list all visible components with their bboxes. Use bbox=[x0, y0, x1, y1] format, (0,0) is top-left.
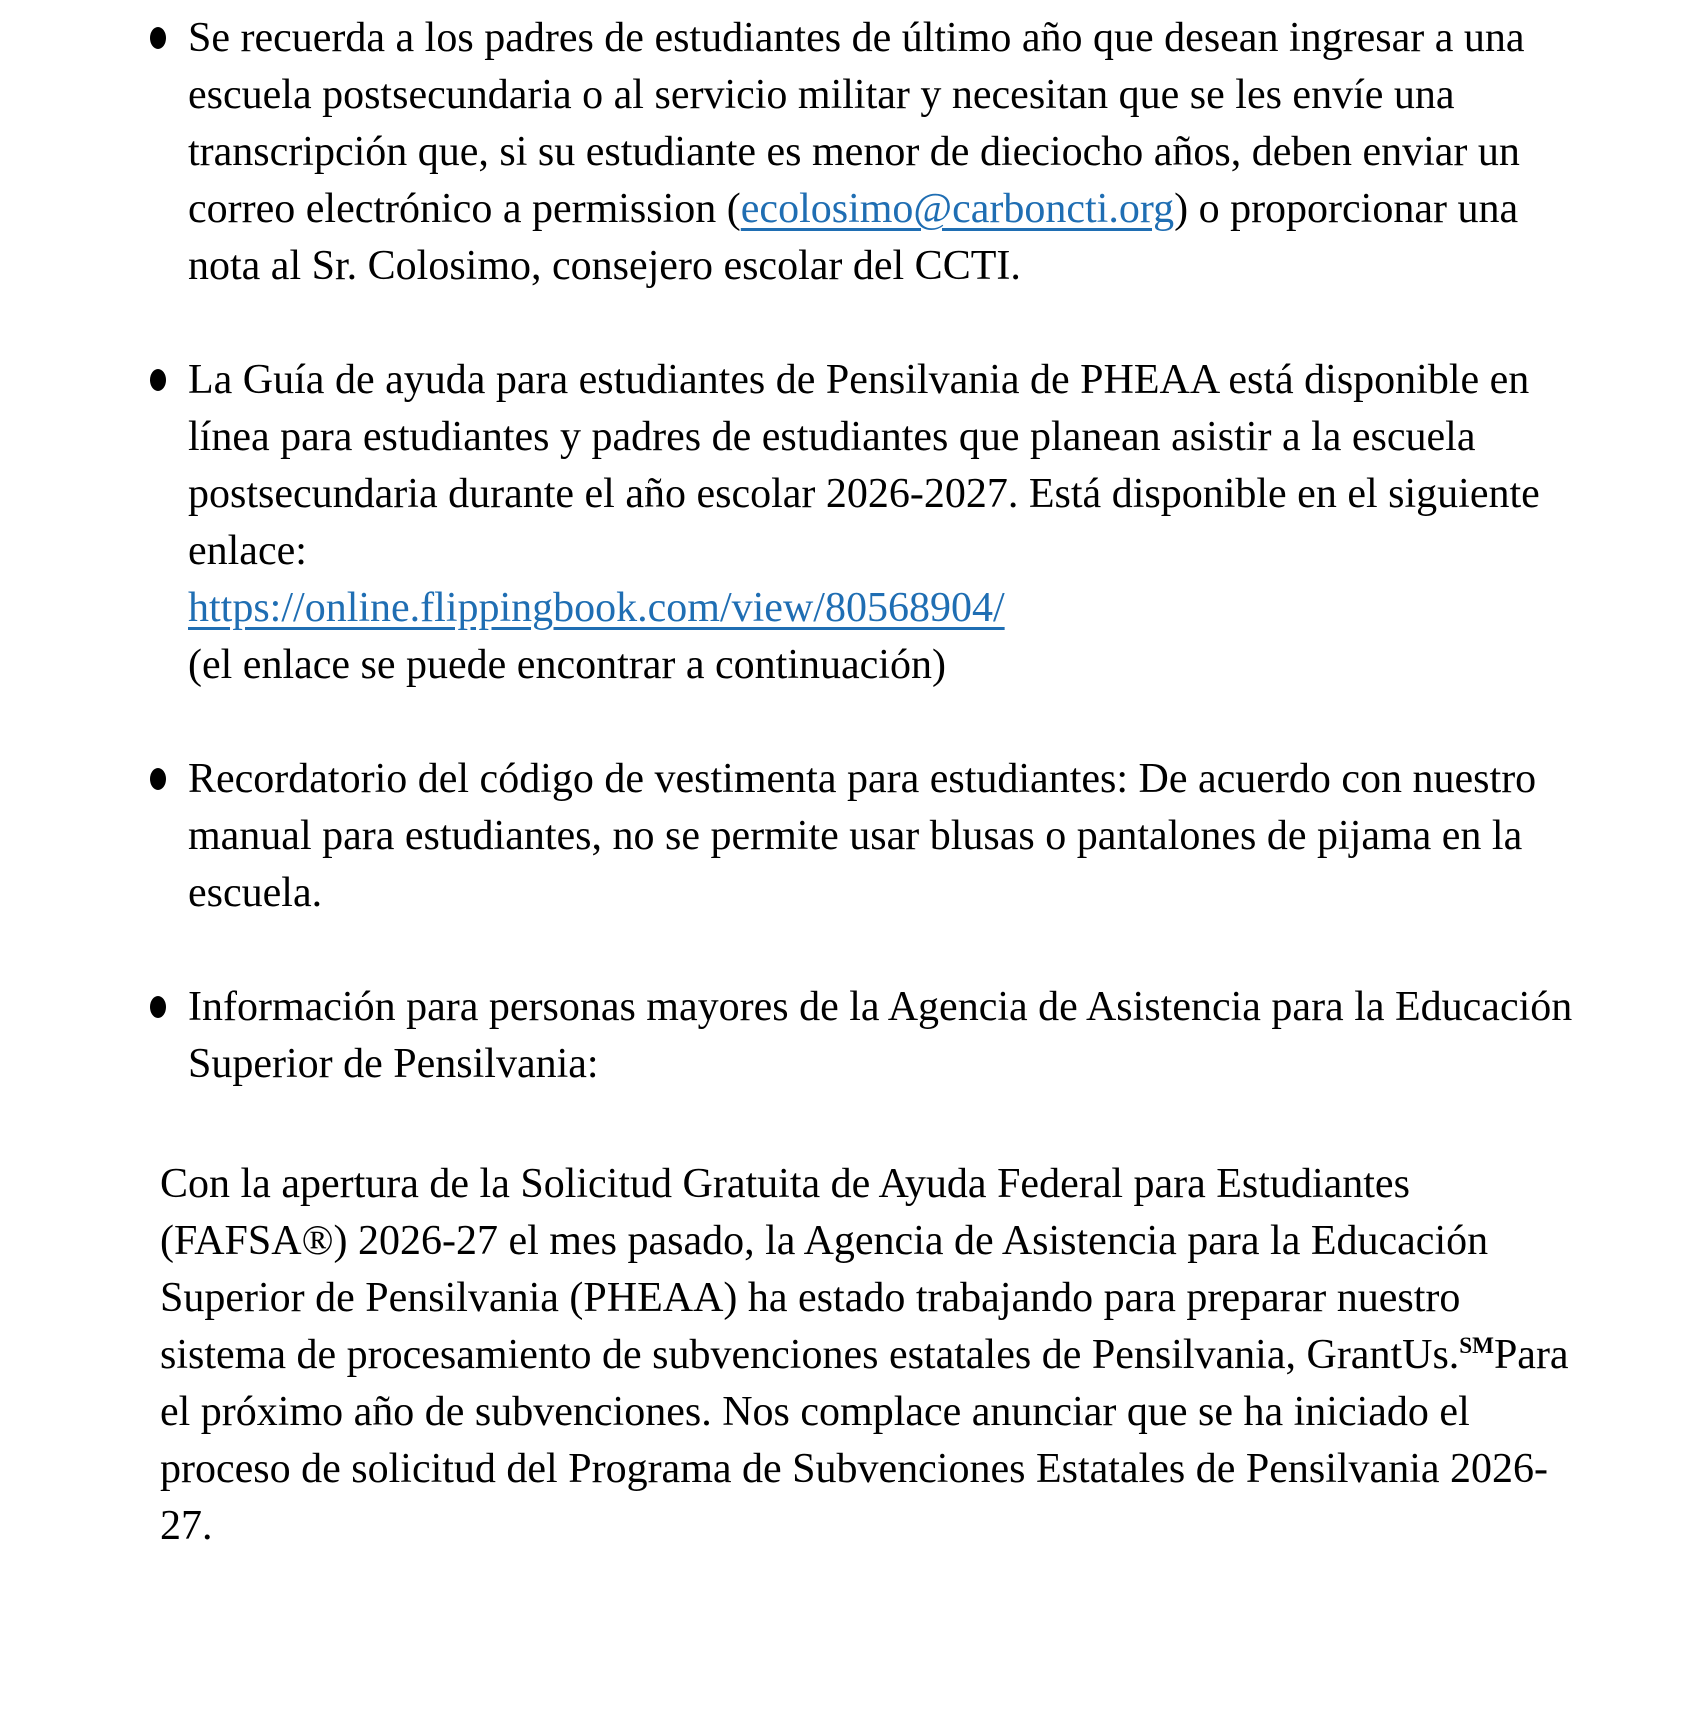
pheaa-guide-link-note: (el enlace se puede encontrar a continuación) bbox=[188, 642, 946, 688]
flippingbook-link[interactable]: https://online.flippingbook.com/view/80568904/ bbox=[188, 585, 1005, 631]
bullet-item-dress-code bbox=[188, 751, 1588, 922]
grantus-paragraph-text-continued: Para el próximo año de subvenciones. Nos complace anunciar que se ha iniciado el proceso de solicitud del Programa de Subvenciones Estatales de Pensilvania 2026-27. bbox=[160, 1332, 1569, 1549]
pheaa-guide-text: La Guía de ayuda para estudiantes de Pensilvania de PHEAA está disponible en línea para estudiantes y padres de estudiantes que planean asistir a la escuela postsecundaria durante el año escolar 2026-2027. Está disponible en el siguiente enlace: bbox=[188, 357, 1540, 574]
bullet-item-pheaa-guide bbox=[188, 352, 1588, 694]
announcement-bullet-list bbox=[150, 10, 1588, 1093]
bullet-marker-icon bbox=[150, 27, 166, 49]
bullet-item-transcript-reminder bbox=[188, 10, 1588, 295]
transcript-reminder-text: Se recuerda a los padres de estudiantes de último año que desean ingresar a una escuela postsecundaria o al servicio militar y necesitan que se les envíe una transcripción que, si su estudiante es menor de dieciocho años, deben enviar un correo electrónico a permission ( bbox=[188, 15, 1525, 232]
bullet-marker-icon bbox=[150, 369, 166, 391]
dress-code-text: Recordatorio del código de vestimenta para estudiantes: De acuerdo con nuestro manual para estudiantes, no se permite usar blusas o pantalones de pijama en la escuela. bbox=[188, 756, 1537, 916]
bullet-item-senior-info bbox=[188, 979, 1588, 1093]
bullet-marker-icon bbox=[150, 768, 166, 790]
bullet-marker-icon bbox=[150, 996, 166, 1018]
service-mark-superscript: SM bbox=[1459, 1332, 1494, 1358]
grantus-paragraph-text: Con la apertura de la Solicitud Gratuita de Ayuda Federal para Estudiantes (FAFSA®) 2026-27 el mes pasado, la Agencia de Asistencia para la Educación Superior de Pensilvania (PHEAA) ha estado trabajando para preparar nuestro sistema de procesamiento de subvenciones estatales de Pensilvania, GrantUs. bbox=[160, 1161, 1489, 1378]
transcript-reminder-text-continued: ) o proporcionar una nota al Sr. Colosimo, consejero escolar del CCTI. bbox=[188, 186, 1519, 289]
senior-info-text: Información para personas mayores de la Agencia de Asistencia para la Educación Superior de Pensilvania: bbox=[188, 984, 1573, 1087]
counselor-email-link[interactable]: ecolosimo@carboncti.org bbox=[740, 186, 1175, 232]
flippingbook-link-line bbox=[188, 580, 1588, 637]
pheaa-grantus-paragraph bbox=[160, 1099, 1580, 1555]
